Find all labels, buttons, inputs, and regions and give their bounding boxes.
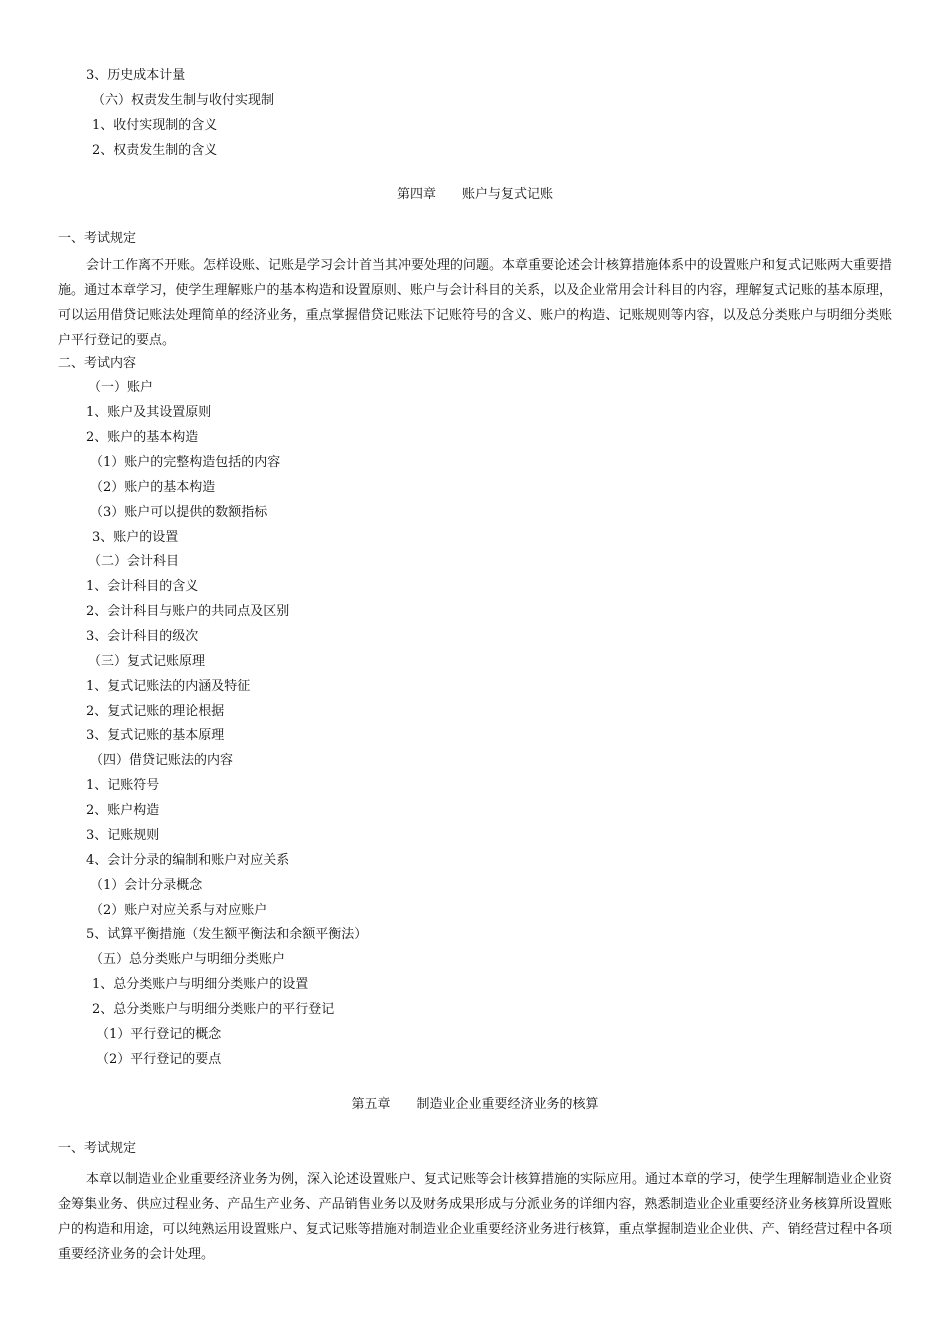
outline-item: 2、总分类账户与明细分类账户的平行登记 xyxy=(92,1002,335,1017)
section-heading: 一、考试规定 xyxy=(58,231,137,246)
section-heading: （六）权责发生制与收付实现制 xyxy=(92,93,275,108)
outline-item: 1、复式记账法的内涵及特征 xyxy=(86,679,251,694)
outline-item: 1、总分类账户与明细分类账户的设置 xyxy=(92,977,309,992)
outline-item: （二）会计科目 xyxy=(88,554,180,569)
outline-item: （2）平行登记的要点 xyxy=(96,1052,222,1067)
outline-item: 3、账户的设置 xyxy=(92,530,179,545)
outline-item: 4、会计分录的编制和账户对应关系 xyxy=(86,853,290,868)
outline-item: 5、试算平衡措施（发生额平衡法和余额平衡法） xyxy=(86,927,368,942)
chapter-title: 第四章 账户与复式记账 xyxy=(396,187,553,202)
outline-item: 1、记账符号 xyxy=(86,778,160,793)
outline-item: 3、会计科目的级次 xyxy=(86,629,199,644)
outline-item: （一）账户 xyxy=(88,380,154,395)
list-item: 1、收付实现制的含义 xyxy=(92,118,218,133)
outline-item: 2、复式记账的理论根据 xyxy=(86,704,225,719)
outline-item: 1、会计科目的含义 xyxy=(86,579,199,594)
outline-item: 2、会计科目与账户的共同点及区别 xyxy=(86,604,290,619)
paragraph: 本章以制造业企业重要经济业务为例，深入论述设置账户、复式记账等会计核算措施的实际应用。通过本章的学习，使学生理解制造业企业资金筹集业务、供应过程业务、产品生产业务、产品销售业务以及财务成果形成与分派业务的详细内容，熟悉制造业企业重要经济业务核算所设置账户的构造和用途，可以纯熟运用设置账户、复式记账等措施对制造业企业重要经济业务进行核算，重点掌握制造业企业供、产、销经营过程中各项重要经济业务的会计处理。 xyxy=(58,1172,893,1262)
outline-item: （1）账户的完整构造包括的内容 xyxy=(90,455,281,470)
section-heading: 二、考试内容 xyxy=(58,356,137,371)
outline-item: 1、账户及其设置原则 xyxy=(86,405,212,420)
outline-item: （1）会计分录概念 xyxy=(90,878,203,893)
list-item: 2、权责发生制的含义 xyxy=(92,143,218,158)
outline-item: （四）借贷记账法的内容 xyxy=(90,753,234,768)
chapter-title: 第五章 制造业企业重要经济业务的核算 xyxy=(351,1097,599,1112)
outline-item: 3、记账规则 xyxy=(86,828,160,843)
outline-item: （2）账户对应关系与对应账户 xyxy=(90,903,268,918)
outline-item: 3、复式记账的基本原理 xyxy=(86,728,225,743)
outline-item: （三）复式记账原理 xyxy=(88,654,206,669)
section-heading: 一、考试规定 xyxy=(58,1141,137,1156)
outline-item: （五）总分类账户与明细分类账户 xyxy=(90,952,286,967)
outline-item: （2）账户的基本构造 xyxy=(90,480,216,495)
list-item: 3、历史成本计量 xyxy=(86,68,186,83)
outline-item: （3）账户可以提供的数额指标 xyxy=(90,505,268,520)
outline-item: 2、账户的基本构造 xyxy=(86,430,199,445)
paragraph: 会计工作离不开账。怎样设账、记账是学习会计首当其冲要处理的问题。本章重要论述会计核算措施体系中的设置账户和复式记账两大重要措施。通过本章学习，使学生理解账户的基本构造和设置原则、账户与会计科目的关系，以及企业常用会计科目的内容，理解复式记账的基本原理，可以运用借贷记账法处理简单的经济业务，重点掌握借贷记账法下记账符号的含义、账户的构造、记账规则等内容，以及总分类账户与明细分类账户平行登记的要点。 xyxy=(58,258,893,348)
outline-item: 2、账户构造 xyxy=(86,803,160,818)
outline-item: （1）平行登记的概念 xyxy=(96,1027,222,1042)
